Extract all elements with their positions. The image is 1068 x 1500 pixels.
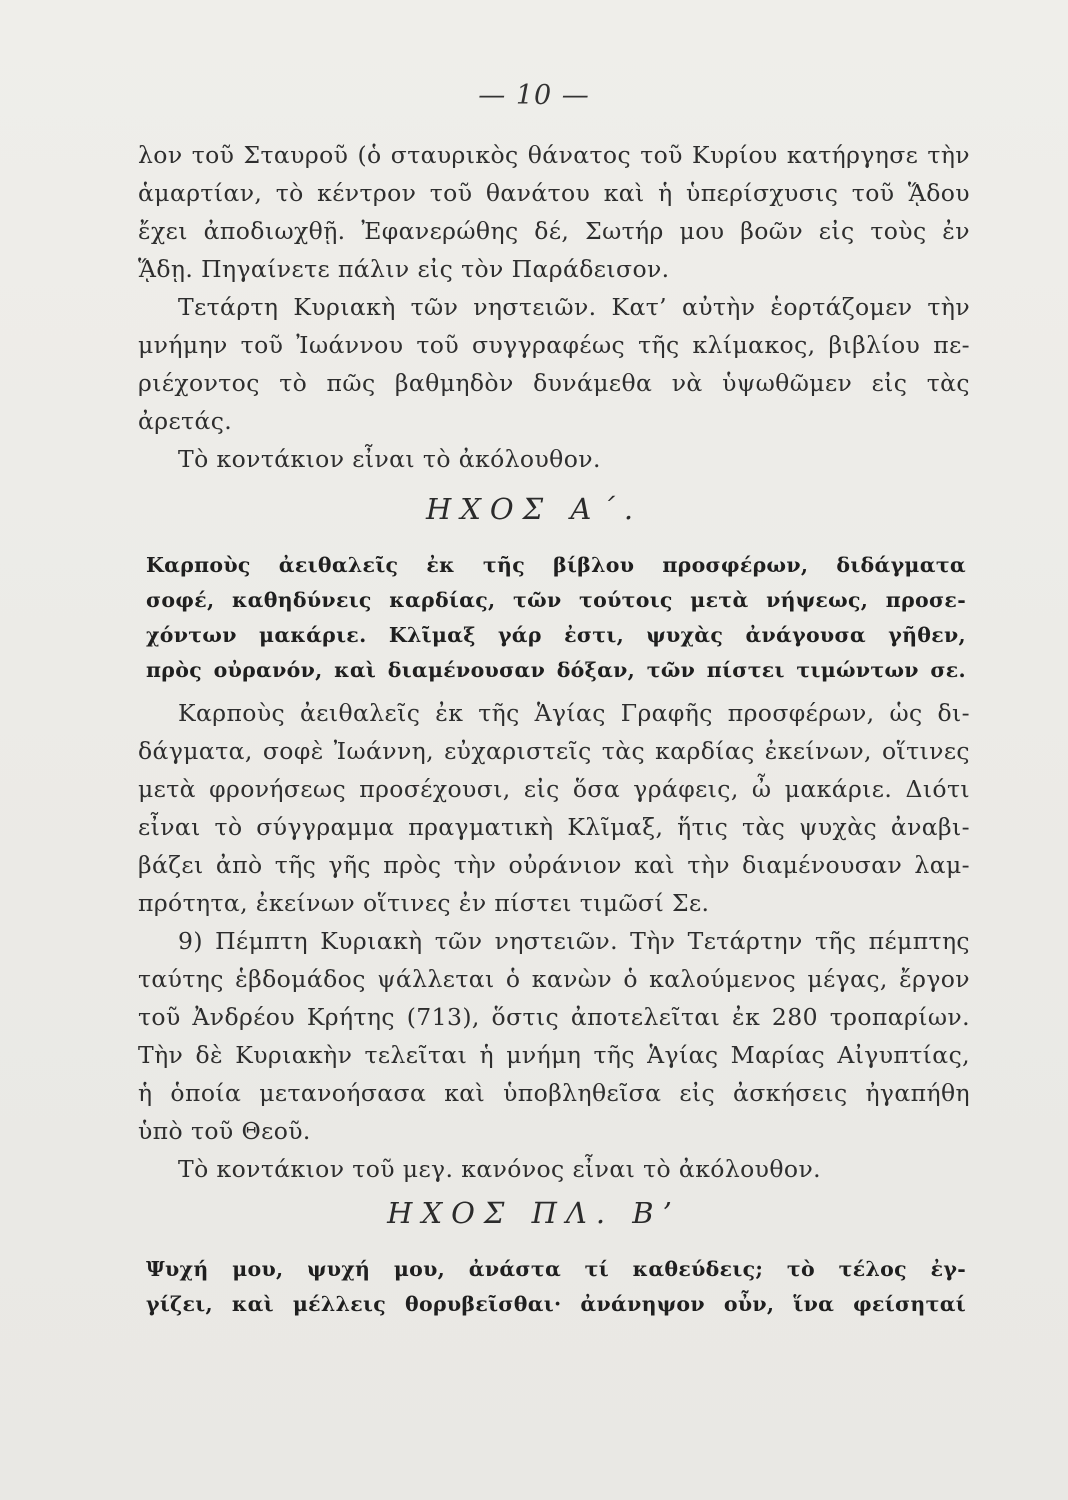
text-line: εἶναι τὸ σύγγραμμα πραγματικὴ Κλῖμαξ, ἥτις τὰς ψυχὰς ἀναβι- xyxy=(138,813,970,841)
text-line: πρότητα, ἐκείνων οἵτινες ἐν πίστει τιμῶσί Σε. xyxy=(138,889,710,917)
text-line: δάγματα, σοφὲ Ἰωάννη, εὐχαριστεῖς τὰς καρδίας ἐκείνων, οἵτινες xyxy=(138,737,970,765)
text-line: τοῦ Ἀνδρέου Κρήτης (713), ὅστις ἀποτελεῖται ἐκ 280 τροπαρίων. xyxy=(138,1003,970,1031)
section-heading-2: ΗΧΟΣ ΠΛ. Β’ xyxy=(387,1196,681,1230)
hymn-text-block-1 xyxy=(146,548,966,688)
text-line: βάζει ἀπὸ τῆς γῆς πρὸς τὴν οὐράνιον καὶ τὴν διαμένουσαν λαμ- xyxy=(138,851,970,879)
text-line: μετὰ φρονήσεως προσέχουσι, εἰς ὅσα γράφεις, ὦ μακάριε. Διότι xyxy=(138,775,970,803)
text-line: Τὸ κοντάκιον τοῦ μεγ. κανόνος εἶναι τὸ ἀκόλουθον. xyxy=(178,1155,822,1183)
text-line: Τὴν δὲ Κυριακὴν τελεῖται ἡ μνήμη τῆς Ἁγίας Μαρίας Αἰγυπτίας, xyxy=(138,1041,970,1069)
section-heading-1: ΗΧΟΣ Α΄. xyxy=(425,492,643,526)
text-line: ταύτης ἑβδομάδος ψάλλεται ὁ κανὼν ὁ καλούμενος μέγας, ἔργον xyxy=(138,965,970,993)
paragraph-block-2 xyxy=(138,694,970,1188)
text-line: ἁμαρτίαν, τὸ κέντρον τοῦ θανάτου καὶ ἡ ὑπερίσχυσις τοῦ ᾍδου xyxy=(138,179,970,207)
text-line: ἔχει ἀποδιωχθῇ. Ἐφανερώθης δέ, Σωτήρ μου βοῶν εἰς τοὺς ἐν xyxy=(138,217,970,245)
text-line: μνήμην τοῦ Ἰωάννου τοῦ συγγραφέως τῆς κλίμακος, βιβλίου πε- xyxy=(138,331,970,359)
page-number: — 10 — xyxy=(478,80,590,111)
text-line: 9) Πέμπτη Κυριακὴ τῶν νηστειῶν. Τὴν Τετάρτην τῆς πέμπτης xyxy=(178,927,970,955)
text-line: ὑπὸ τοῦ Θεοῦ. xyxy=(138,1117,311,1145)
hymn-line: Καρποὺς ἀειθαλεῖς ἐκ τῆς βίβλου προσφέρων, διδάγματα xyxy=(146,553,966,577)
text-line: ριέχοντος τὸ πῶς βαθμηδὸν δυνάμεθα νὰ ὑψωθῶμεν εἰς τὰς xyxy=(138,369,970,397)
text-line: Τὸ κοντάκιον εἶναι τὸ ἀκόλουθον. xyxy=(178,445,601,473)
hymn-line: σοφέ, καθηδύνεις καρδίας, τῶν τούτοις μετὰ νήψεως, προσε- xyxy=(146,588,966,612)
paragraph-block-1 xyxy=(138,136,970,478)
hymn-line: χόντων μακάριε. Κλῖμαξ γάρ ἐστι, ψυχὰς ἀνάγουσα γῆθεν, xyxy=(146,623,966,647)
hymn-line: γίζει, καὶ μέλλεις θορυβεῖσθαι· ἀνάνηψον οὖν, ἵνα φείσηταί xyxy=(146,1292,966,1316)
text-line: ἀρετάς. xyxy=(138,407,233,435)
text-line: ᾍδῃ. Πηγαίνετε πάλιν εἰς τὸν Παράδεισον. xyxy=(138,255,670,283)
hymn-line: πρὸς οὐρανόν, καὶ διαμένουσαν δόξαν, τῶν πίστει τιμώντων σε. xyxy=(146,658,966,682)
text-line: ἡ ὁποία μετανοήσασα καὶ ὑποβληθεῖσα εἰς ἀσκήσεις ἠγαπήθη xyxy=(138,1079,970,1107)
hymn-line: Ψυχή μου, ψυχή μου, ἀνάστα τί καθεύδεις; τὸ τέλος ἐγ- xyxy=(146,1257,966,1281)
text-line: λον τοῦ Σταυροῦ (ὁ σταυρικὸς θάνατος τοῦ Κυρίου κατήργησε τὴν xyxy=(138,141,970,169)
hymn-text-block-2 xyxy=(146,1252,966,1322)
text-line: Καρποὺς ἀειθαλεῖς ἐκ τῆς Ἁγίας Γραφῆς προσφέρων, ὡς δι- xyxy=(178,699,970,727)
text-line: Τετάρτη Κυριακὴ τῶν νηστειῶν. Κατ’ αὐτὴν ἑορτάζομεν τὴν xyxy=(178,293,970,321)
